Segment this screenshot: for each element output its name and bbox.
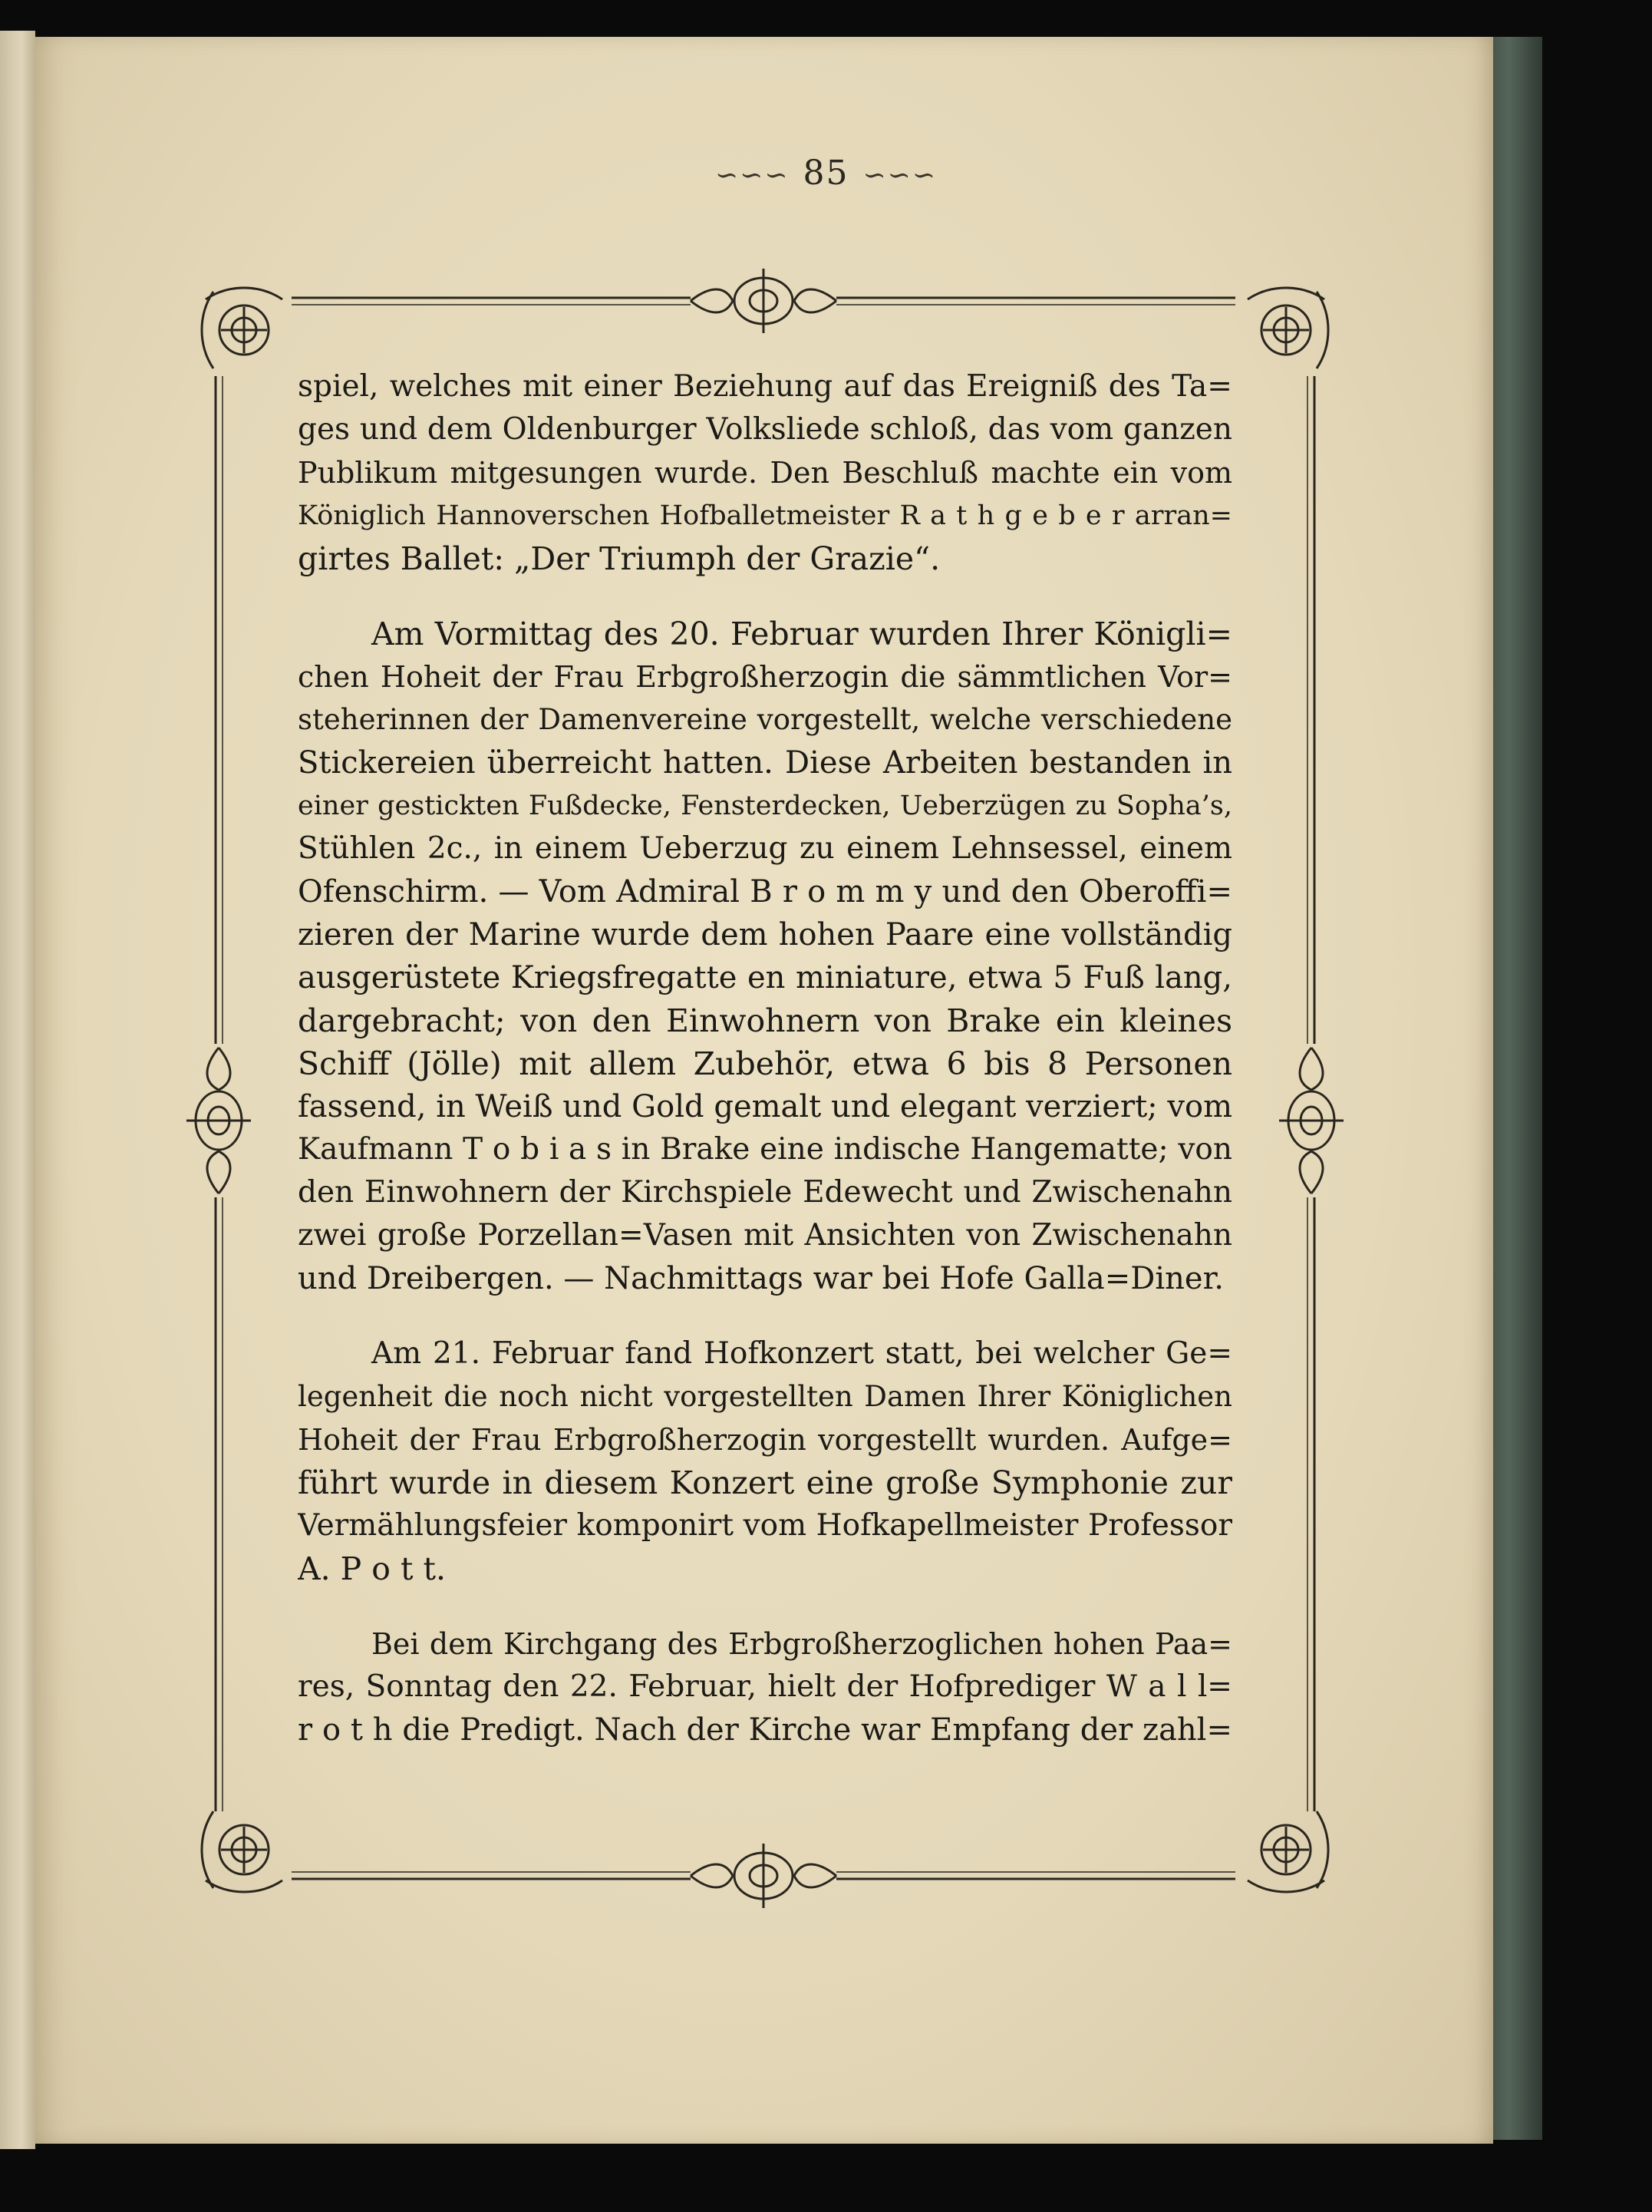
- paragraph-4: [298, 1623, 1232, 1751]
- text-line: Stühlen 2c., in einem Ueberzug zu einem Lehnsessel, einem: [298, 831, 1232, 866]
- text-line: Am 21. Februar fand Hofkonzert statt, bei welcher Ge=: [371, 1336, 1232, 1371]
- text-line: spiel, welches mit einer Beziehung auf das Ereigniß des Ta=: [298, 369, 1232, 404]
- text-line: einer gestickten Fußdecke, Fensterdecken, Ueberzügen zu Sopha’s,: [298, 791, 1232, 821]
- body-text: [298, 365, 1232, 1751]
- text-line: zieren der Marine wurde dem hohen Paare eine vollständig: [298, 917, 1232, 952]
- paragraph-2: [298, 612, 1232, 1300]
- text-line: Schiff (Jölle) mit allem Zubehör, etwa 6 bis 8 Personen: [298, 1045, 1232, 1082]
- text-line: ges und dem Oldenburger Volksliede schloß, das vom ganzen: [298, 412, 1232, 447]
- text-line: führt wurde in diesem Konzert eine große Symphonie zur: [298, 1464, 1232, 1501]
- text-line: und Dreibergen. — Nachmittags war bei Hofe Galla=Diner.: [298, 1261, 1225, 1296]
- paragraph-3: [298, 1332, 1232, 1590]
- text-line: A. P o t t.: [298, 1550, 447, 1587]
- left-flourish-icon: ∽∽∽: [715, 160, 790, 191]
- text-line: Stickereien überreicht hatten. Diese Arbeiten bestanden in: [298, 745, 1232, 781]
- text-line: fassend, in Weiß und Gold gemalt und elegant verziert; vom: [298, 1089, 1232, 1124]
- text-line: ausgerüstete Kriegsfregatte en miniature, etwa 5 Fuß lang,: [298, 960, 1232, 995]
- text-line: dargebracht; von den Einwohnern von Brake ein kleines: [298, 1002, 1232, 1039]
- text-line: legenheit die noch nicht vorgestellten Damen Ihrer Königlichen: [298, 1380, 1232, 1413]
- text-line: steherinnen der Damenvereine vorgestellt, welche verschiedene: [298, 703, 1232, 736]
- text-line: r o t h die Predigt. Nach der Kirche war Empfang der zahl=: [298, 1712, 1232, 1748]
- text-line: res, Sonntag den 22. Februar, hielt der Hofprediger W a l l=: [298, 1669, 1232, 1704]
- text-line: Kaufmann T o b i a s in Brake eine indische Hangematte; von: [298, 1132, 1232, 1167]
- paragraph-1: [298, 365, 1232, 580]
- text-line: Am Vormittag des 20. Februar wurden Ihrer Königli=: [371, 616, 1232, 652]
- text-line: den Einwohnern der Kirchspiele Edewecht und Zwischenahn: [298, 1175, 1232, 1210]
- text-line: Ofenschirm. — Vom Admiral B r o m m y und den Oberoffi=: [298, 874, 1232, 910]
- text-line: chen Hoheit der Frau Erbgroßherzogin die sämmtlichen Vor=: [298, 660, 1232, 694]
- text-line: girtes Ballet: „Der Triumph der Grazie“.: [298, 540, 941, 577]
- page-number-text: 85: [803, 154, 849, 193]
- text-line: zwei große Porzellan=Vasen mit Ansichten von Zwischenahn: [298, 1218, 1232, 1253]
- text-line: Königlich Hannoverschen Hofballetmeister R a t h g e b e r arran=: [298, 500, 1232, 531]
- text-line: Publikum mitgesungen wurde. Den Beschluß machte ein vom: [298, 456, 1232, 490]
- text-line: Vermählungsfeier komponirt vom Hofkapellmeister Professor: [298, 1508, 1232, 1543]
- text-line: Bei dem Kirchgang des Erbgroßherzoglichen hohen Paa=: [371, 1627, 1232, 1661]
- right-flourish-icon: ∽∽∽: [862, 160, 937, 191]
- text-line: Hoheit der Frau Erbgroßherzogin vorgestellt wurden. Aufge=: [298, 1423, 1232, 1457]
